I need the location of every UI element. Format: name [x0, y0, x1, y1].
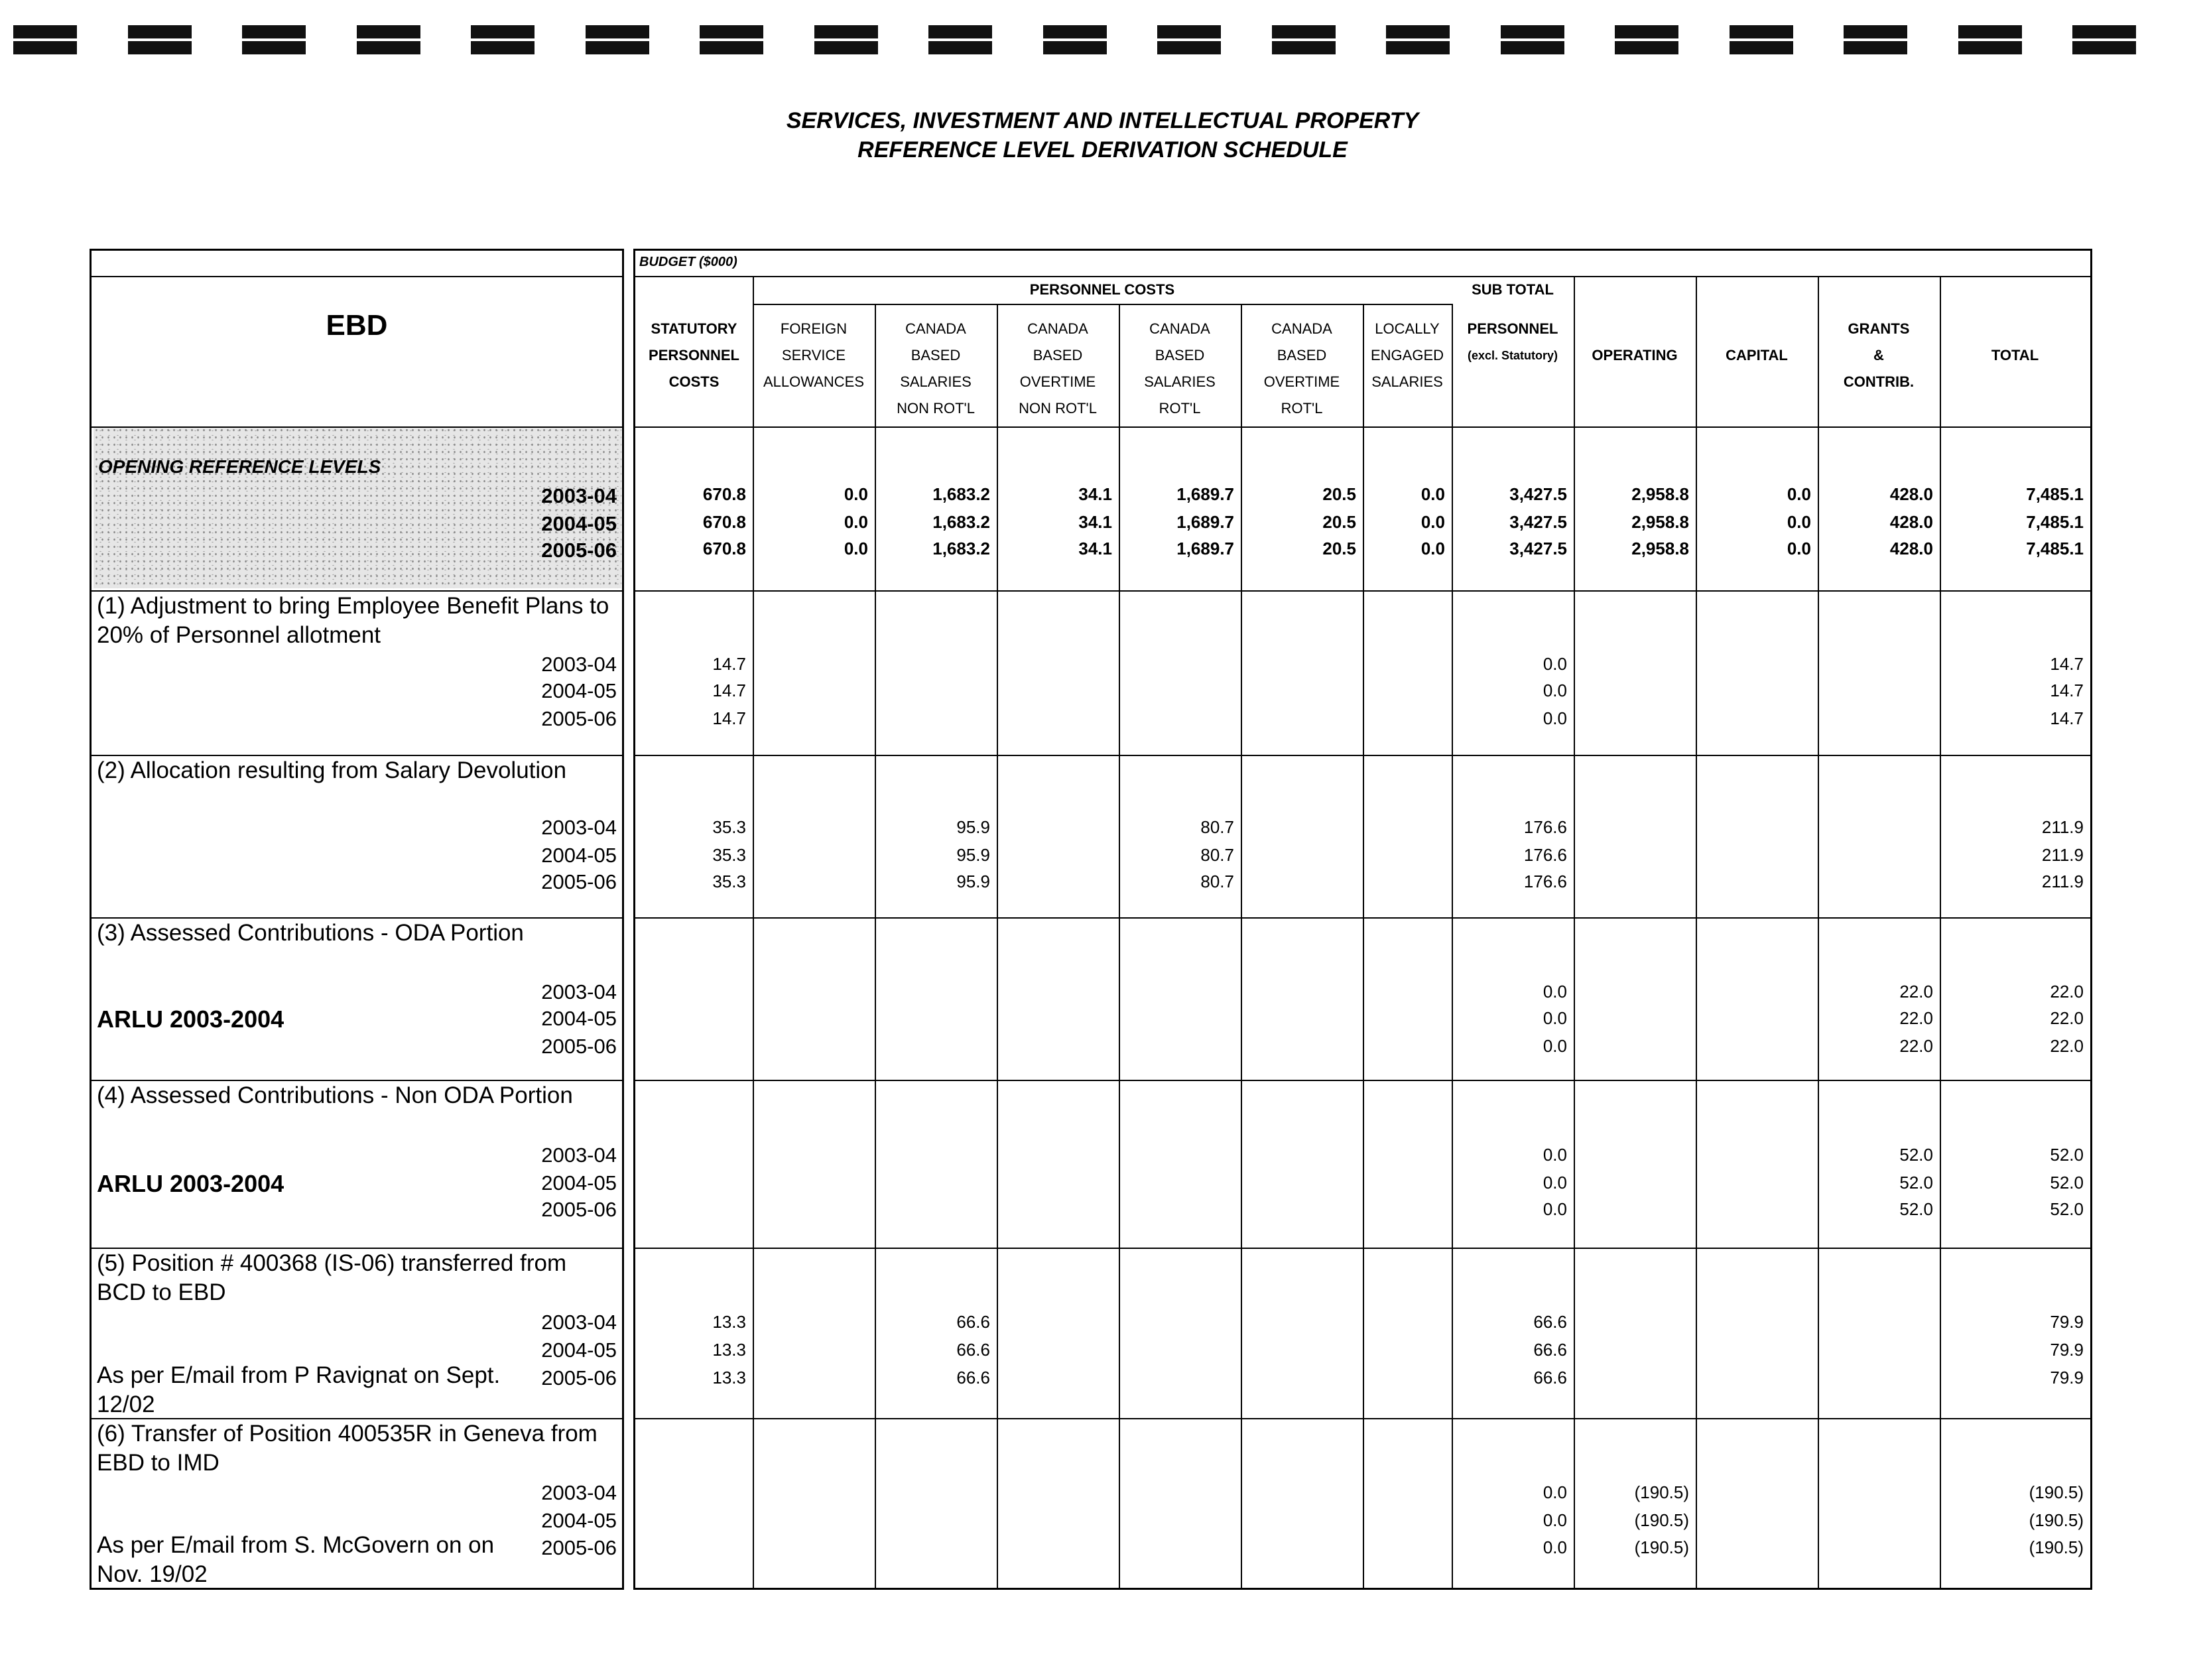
table-cell: 22.0 [2050, 982, 2084, 1002]
table-cell: 1,683.2 [932, 512, 990, 532]
table-cell: 211.9 [2041, 817, 2084, 837]
year-label: 2005-06 [541, 539, 617, 562]
table-cell: 22.0 [1899, 1036, 1933, 1056]
table-cell: 95.9 [956, 872, 990, 891]
column-divider [1696, 276, 1697, 1588]
section-divider [92, 1418, 622, 1419]
column-header-line: SERVICE [781, 347, 846, 363]
year-label: 2003-04 [541, 980, 617, 1003]
table-cell: 52.0 [1899, 1145, 1933, 1165]
column-header-line: SALARIES [1144, 373, 1216, 390]
page-title-line-2: REFERENCE LEVEL DERIVATION SCHEDULE [857, 137, 1348, 162]
column-divider [875, 304, 876, 1588]
table-cell: 211.9 [2041, 872, 2084, 891]
column-divider [1940, 276, 1941, 1588]
column-header-line: & [1873, 347, 1884, 363]
table-cell: 0.0 [1543, 982, 1567, 1002]
section-divider [635, 1248, 2090, 1249]
table-cell: 428.0 [1889, 539, 1933, 558]
column-divider [997, 304, 998, 1588]
unit-label: EBD [326, 309, 388, 342]
binder-hole [1730, 25, 1793, 54]
table-cell: 1,683.2 [932, 539, 990, 558]
table-cell: 22.0 [1899, 982, 1933, 1002]
column-header-line [1940, 395, 2090, 422]
table-cell: 3,427.5 [1509, 484, 1567, 504]
table-cell: 80.7 [1200, 872, 1234, 891]
section-title: (1) Adjustment to bring Employee Benefit Plans to 20% of Personnel allotment [97, 593, 609, 648]
table-cell: 66.6 [956, 1340, 990, 1360]
column-header-line: PERSONNEL [649, 347, 739, 363]
table-cell: 1,689.7 [1176, 512, 1234, 532]
year-label: 2003-04 [541, 1481, 617, 1504]
table-cell: 0.0 [1787, 484, 1811, 504]
column-header [1940, 316, 2090, 422]
table-cell: 66.6 [956, 1368, 990, 1388]
binder-hole [928, 25, 992, 54]
table-cell: 0.0 [1543, 708, 1567, 728]
binder-hole [1272, 25, 1336, 54]
table-cell: 13.3 [712, 1312, 746, 1332]
column-header [1363, 316, 1452, 422]
column-header-line: CANADA [1027, 320, 1088, 337]
table-cell: 52.0 [2050, 1173, 2084, 1193]
column-header-line: SALARIES [1371, 373, 1443, 390]
year-label: 2003-04 [541, 653, 617, 676]
section-title: (4) Assessed Contributions - Non ODA Portion [97, 1082, 573, 1108]
column-header [1574, 316, 1696, 422]
page-title [0, 106, 2205, 164]
personnel-costs-heading: PERSONNEL COSTS [1029, 281, 1175, 298]
table-cell: 2,958.8 [1631, 484, 1689, 504]
table-cell: 1,683.2 [932, 484, 990, 504]
column-header-line: SALARIES [900, 373, 972, 390]
column-header-line: CANADA [1271, 320, 1332, 337]
binder-hole [242, 25, 306, 54]
table-cell: 80.7 [1200, 845, 1234, 865]
table-cell: 95.9 [956, 817, 990, 837]
table-cell: 1,689.7 [1176, 484, 1234, 504]
column-header [753, 316, 875, 422]
column-divider [753, 276, 754, 1588]
column-header-line: BASED [1033, 347, 1083, 363]
section-divider [635, 917, 2090, 919]
table-cell: 0.0 [1543, 680, 1567, 700]
column-divider [1818, 276, 1819, 1588]
year-label: 2005-06 [541, 707, 617, 730]
column-header-line [1452, 395, 1574, 422]
table-cell: 0.0 [1543, 1008, 1567, 1028]
column-header-line: CONTRIB. [1843, 373, 1915, 390]
column-header-line: CAPITAL [1726, 347, 1788, 363]
section-divider [635, 1418, 2090, 1419]
binder-hole [357, 25, 420, 54]
table-cell: 20.5 [1322, 539, 1356, 558]
column-header-line [1452, 369, 1574, 395]
column-divider [1363, 304, 1364, 1588]
section-divider [92, 1080, 622, 1081]
table-cell: 3,427.5 [1509, 512, 1567, 532]
column-header [1452, 316, 1574, 422]
column-header [1696, 316, 1818, 422]
table-cell: 0.0 [1420, 512, 1445, 532]
binder-hole [128, 25, 192, 54]
column-header-line: NON ROT'L [1019, 400, 1097, 417]
column-header-line: ALLOWANCES [763, 373, 864, 390]
table-cell: 0.0 [1543, 1145, 1567, 1165]
table-cell: (190.5) [2029, 1537, 2084, 1557]
page-title-line-1: SERVICES, INVESTMENT AND INTELLECTUAL PROPERTY [786, 108, 1419, 133]
binder-hole [1043, 25, 1107, 54]
table-cell: 0.0 [844, 512, 868, 532]
column-header-line: OPERATING [1592, 347, 1678, 363]
year-label: 2003-04 [541, 484, 617, 507]
section-divider [635, 590, 2090, 592]
table-cell: 34.1 [1078, 539, 1112, 558]
table-cell: 80.7 [1200, 817, 1234, 837]
table-cell: 14.7 [2050, 654, 2084, 674]
table-cell: 0.0 [1543, 1199, 1567, 1219]
table-cell: 428.0 [1889, 512, 1933, 532]
column-header [1818, 316, 1940, 422]
binder-hole-strip [13, 25, 2202, 58]
table-cell: 52.0 [1899, 1173, 1933, 1193]
table-cell: 0.0 [1787, 539, 1811, 558]
table-cell: (190.5) [1634, 1482, 1689, 1502]
section-divider [92, 426, 622, 428]
section-title: (5) Position # 400368 (IS-06) transferred from BCD to EBD [97, 1250, 567, 1305]
column-header-line: BASED [1277, 347, 1327, 363]
table-cell: 0.0 [1787, 512, 1811, 532]
binder-hole [700, 25, 763, 54]
opening-levels-label: OPENING REFERENCE LEVELS [98, 456, 381, 477]
table-cell: 1,689.7 [1176, 539, 1234, 558]
table-cell: 0.0 [1543, 654, 1567, 674]
table-cell: 95.9 [956, 845, 990, 865]
column-header-line [753, 395, 875, 422]
table-cell: 66.6 [1533, 1312, 1567, 1332]
column-header-line [1818, 395, 1940, 422]
table-cell: 52.0 [2050, 1145, 2084, 1165]
table-cell: 13.3 [712, 1368, 746, 1388]
table-cell: 14.7 [712, 654, 746, 674]
column-header-line: (excl. Statutory) [1467, 349, 1558, 362]
column-header-line: CANADA [905, 320, 966, 337]
binder-hole [1501, 25, 1564, 54]
column-header-line: OVERTIME [1019, 373, 1096, 390]
column-header-line: STATUTORY [651, 320, 737, 337]
table-cell: (190.5) [1634, 1510, 1689, 1530]
table-cell: 14.7 [712, 680, 746, 700]
column-header-line [1696, 316, 1818, 342]
arlu-label: ARLU 2003-2004 [97, 1005, 284, 1033]
year-label: 2004-05 [541, 512, 617, 535]
year-label: 2003-04 [541, 816, 617, 839]
column-header-line [1574, 369, 1696, 395]
table-cell: 176.6 [1523, 845, 1567, 865]
year-label: 2004-05 [541, 1509, 617, 1532]
section-divider [92, 917, 622, 919]
budget-table [633, 249, 2092, 1590]
section-note: As per E/mail from P Ravignat on Sept. 12/02 [97, 1362, 501, 1417]
binder-hole [1844, 25, 1907, 54]
column-header-line: PERSONNEL [1467, 320, 1558, 337]
arlu-label: ARLU 2003-2004 [97, 1170, 284, 1197]
table-cell: (190.5) [2029, 1482, 2084, 1502]
year-label: 2005-06 [541, 1035, 617, 1058]
table-cell: 22.0 [2050, 1036, 2084, 1056]
column-header-line [1574, 316, 1696, 342]
table-cell: 2,958.8 [1631, 512, 1689, 532]
table-cell: 22.0 [2050, 1008, 2084, 1028]
rule [753, 304, 1452, 305]
column-header-line: OVERTIME [1263, 373, 1340, 390]
table-cell: 0.0 [1543, 1173, 1567, 1193]
year-label: 2004-05 [541, 1007, 617, 1030]
section-divider [635, 1080, 2090, 1081]
table-cell: 66.6 [1533, 1340, 1567, 1360]
year-label: 2004-05 [541, 1338, 617, 1362]
table-cell: 0.0 [1543, 1482, 1567, 1502]
table-cell: 79.9 [2050, 1368, 2084, 1388]
rule [92, 276, 622, 277]
column-header-line [635, 395, 753, 422]
column-header-line: CANADA [1149, 320, 1210, 337]
section-title: (2) Allocation resulting from Salary Devolution [97, 757, 567, 783]
table-cell: 52.0 [2050, 1199, 2084, 1219]
table-cell: 79.9 [2050, 1312, 2084, 1332]
table-cell: 2,958.8 [1631, 539, 1689, 558]
binder-hole [1386, 25, 1450, 54]
column-header-line [1696, 395, 1818, 422]
binder-hole [1157, 25, 1221, 54]
column-header-line: BASED [1155, 347, 1205, 363]
binder-hole [13, 25, 77, 54]
table-cell: 14.7 [712, 708, 746, 728]
table-cell: 14.7 [2050, 680, 2084, 700]
column-header [997, 316, 1119, 422]
section-divider [635, 426, 2090, 428]
binder-hole [471, 25, 535, 54]
table-cell: 0.0 [844, 539, 868, 558]
column-header-line: TOTAL [1991, 347, 2039, 363]
column-header [875, 316, 997, 422]
table-cell: 670.8 [702, 484, 746, 504]
table-cell: 176.6 [1523, 817, 1567, 837]
section-divider [92, 1248, 622, 1249]
year-label: 2005-06 [541, 1536, 617, 1559]
year-label: 2004-05 [541, 844, 617, 867]
table-cell: 14.7 [2050, 708, 2084, 728]
table-cell: 20.5 [1322, 484, 1356, 504]
column-header-line [1574, 395, 1696, 422]
column-header-line: LOCALLY [1375, 320, 1440, 337]
year-label: 2004-05 [541, 1171, 617, 1195]
column-header-line: ROT'L [1281, 400, 1323, 417]
table-cell: 52.0 [1899, 1199, 1933, 1219]
column-header [1119, 316, 1241, 422]
binder-hole [1958, 25, 2022, 54]
table-cell: (190.5) [1634, 1537, 1689, 1557]
section-note: As per E/mail from S. McGovern on on Nov. 19/02 [97, 1532, 495, 1587]
year-label: 2003-04 [541, 1143, 617, 1167]
column-header-line [1363, 395, 1452, 422]
year-label: 2004-05 [541, 679, 617, 702]
row-label-panel [90, 249, 624, 1590]
column-header [1241, 316, 1363, 422]
table-cell: 66.6 [1533, 1368, 1567, 1388]
column-header-line: ENGAGED [1370, 347, 1444, 363]
column-header-line: FOREIGN [780, 320, 848, 337]
column-header-line [1940, 316, 2090, 342]
table-cell: 66.6 [956, 1312, 990, 1332]
section-title: (6) Transfer of Position 400535R in Geneva from EBD to IMD [97, 1421, 598, 1476]
table-cell: 13.3 [712, 1340, 746, 1360]
table-cell: 35.3 [712, 817, 746, 837]
table-cell: 34.1 [1078, 484, 1112, 504]
table-cell: 3,427.5 [1509, 539, 1567, 558]
binder-hole [2072, 25, 2136, 54]
table-cell: 0.0 [1543, 1036, 1567, 1056]
table-cell: 35.3 [712, 872, 746, 891]
year-label: 2005-06 [541, 1198, 617, 1221]
table-cell: 670.8 [702, 512, 746, 532]
year-label: 2005-06 [541, 1366, 617, 1389]
column-header-line: NON ROT'L [897, 400, 975, 417]
section-divider [92, 755, 622, 756]
table-cell: 79.9 [2050, 1340, 2084, 1360]
section-divider [635, 755, 2090, 756]
table-cell: 7,485.1 [2026, 539, 2084, 558]
column-header-line: COSTS [668, 373, 720, 390]
table-cell: 35.3 [712, 845, 746, 865]
table-cell: 7,485.1 [2026, 484, 2084, 504]
section-title: (3) Assessed Contributions - ODA Portion [97, 920, 524, 946]
column-header [635, 316, 753, 422]
table-cell: 0.0 [1543, 1510, 1567, 1530]
table-cell: 0.0 [844, 484, 868, 504]
table-cell: 0.0 [1543, 1537, 1567, 1557]
table-cell: 176.6 [1523, 872, 1567, 891]
table-cell: 670.8 [702, 539, 746, 558]
sub-total-heading: SUB TOTAL [1472, 281, 1554, 298]
binder-hole [814, 25, 878, 54]
column-header-line: ROT'L [1159, 400, 1201, 417]
table-cell: 0.0 [1420, 484, 1445, 504]
column-header-line: GRANTS [1848, 320, 1910, 337]
table-cell: 7,485.1 [2026, 512, 2084, 532]
section-divider [92, 590, 622, 592]
table-cell: 0.0 [1420, 539, 1445, 558]
year-label: 2005-06 [541, 870, 617, 893]
budget-label: BUDGET ($000) [639, 255, 737, 269]
binder-hole [586, 25, 649, 54]
binder-hole [1615, 25, 1678, 54]
column-divider [1241, 304, 1242, 1588]
table-cell: (190.5) [2029, 1510, 2084, 1530]
column-header-line: BASED [911, 347, 961, 363]
table-cell: 211.9 [2041, 845, 2084, 865]
column-header-line [1940, 369, 2090, 395]
column-header-line [1696, 369, 1818, 395]
table-cell: 34.1 [1078, 512, 1112, 532]
column-divider [1574, 276, 1575, 1588]
table-cell: 428.0 [1889, 484, 1933, 504]
table-cell: 22.0 [1899, 1008, 1933, 1028]
year-label: 2003-04 [541, 1311, 617, 1334]
column-divider [1119, 304, 1120, 1588]
column-divider [1452, 304, 1453, 1588]
table-cell: 20.5 [1322, 512, 1356, 532]
